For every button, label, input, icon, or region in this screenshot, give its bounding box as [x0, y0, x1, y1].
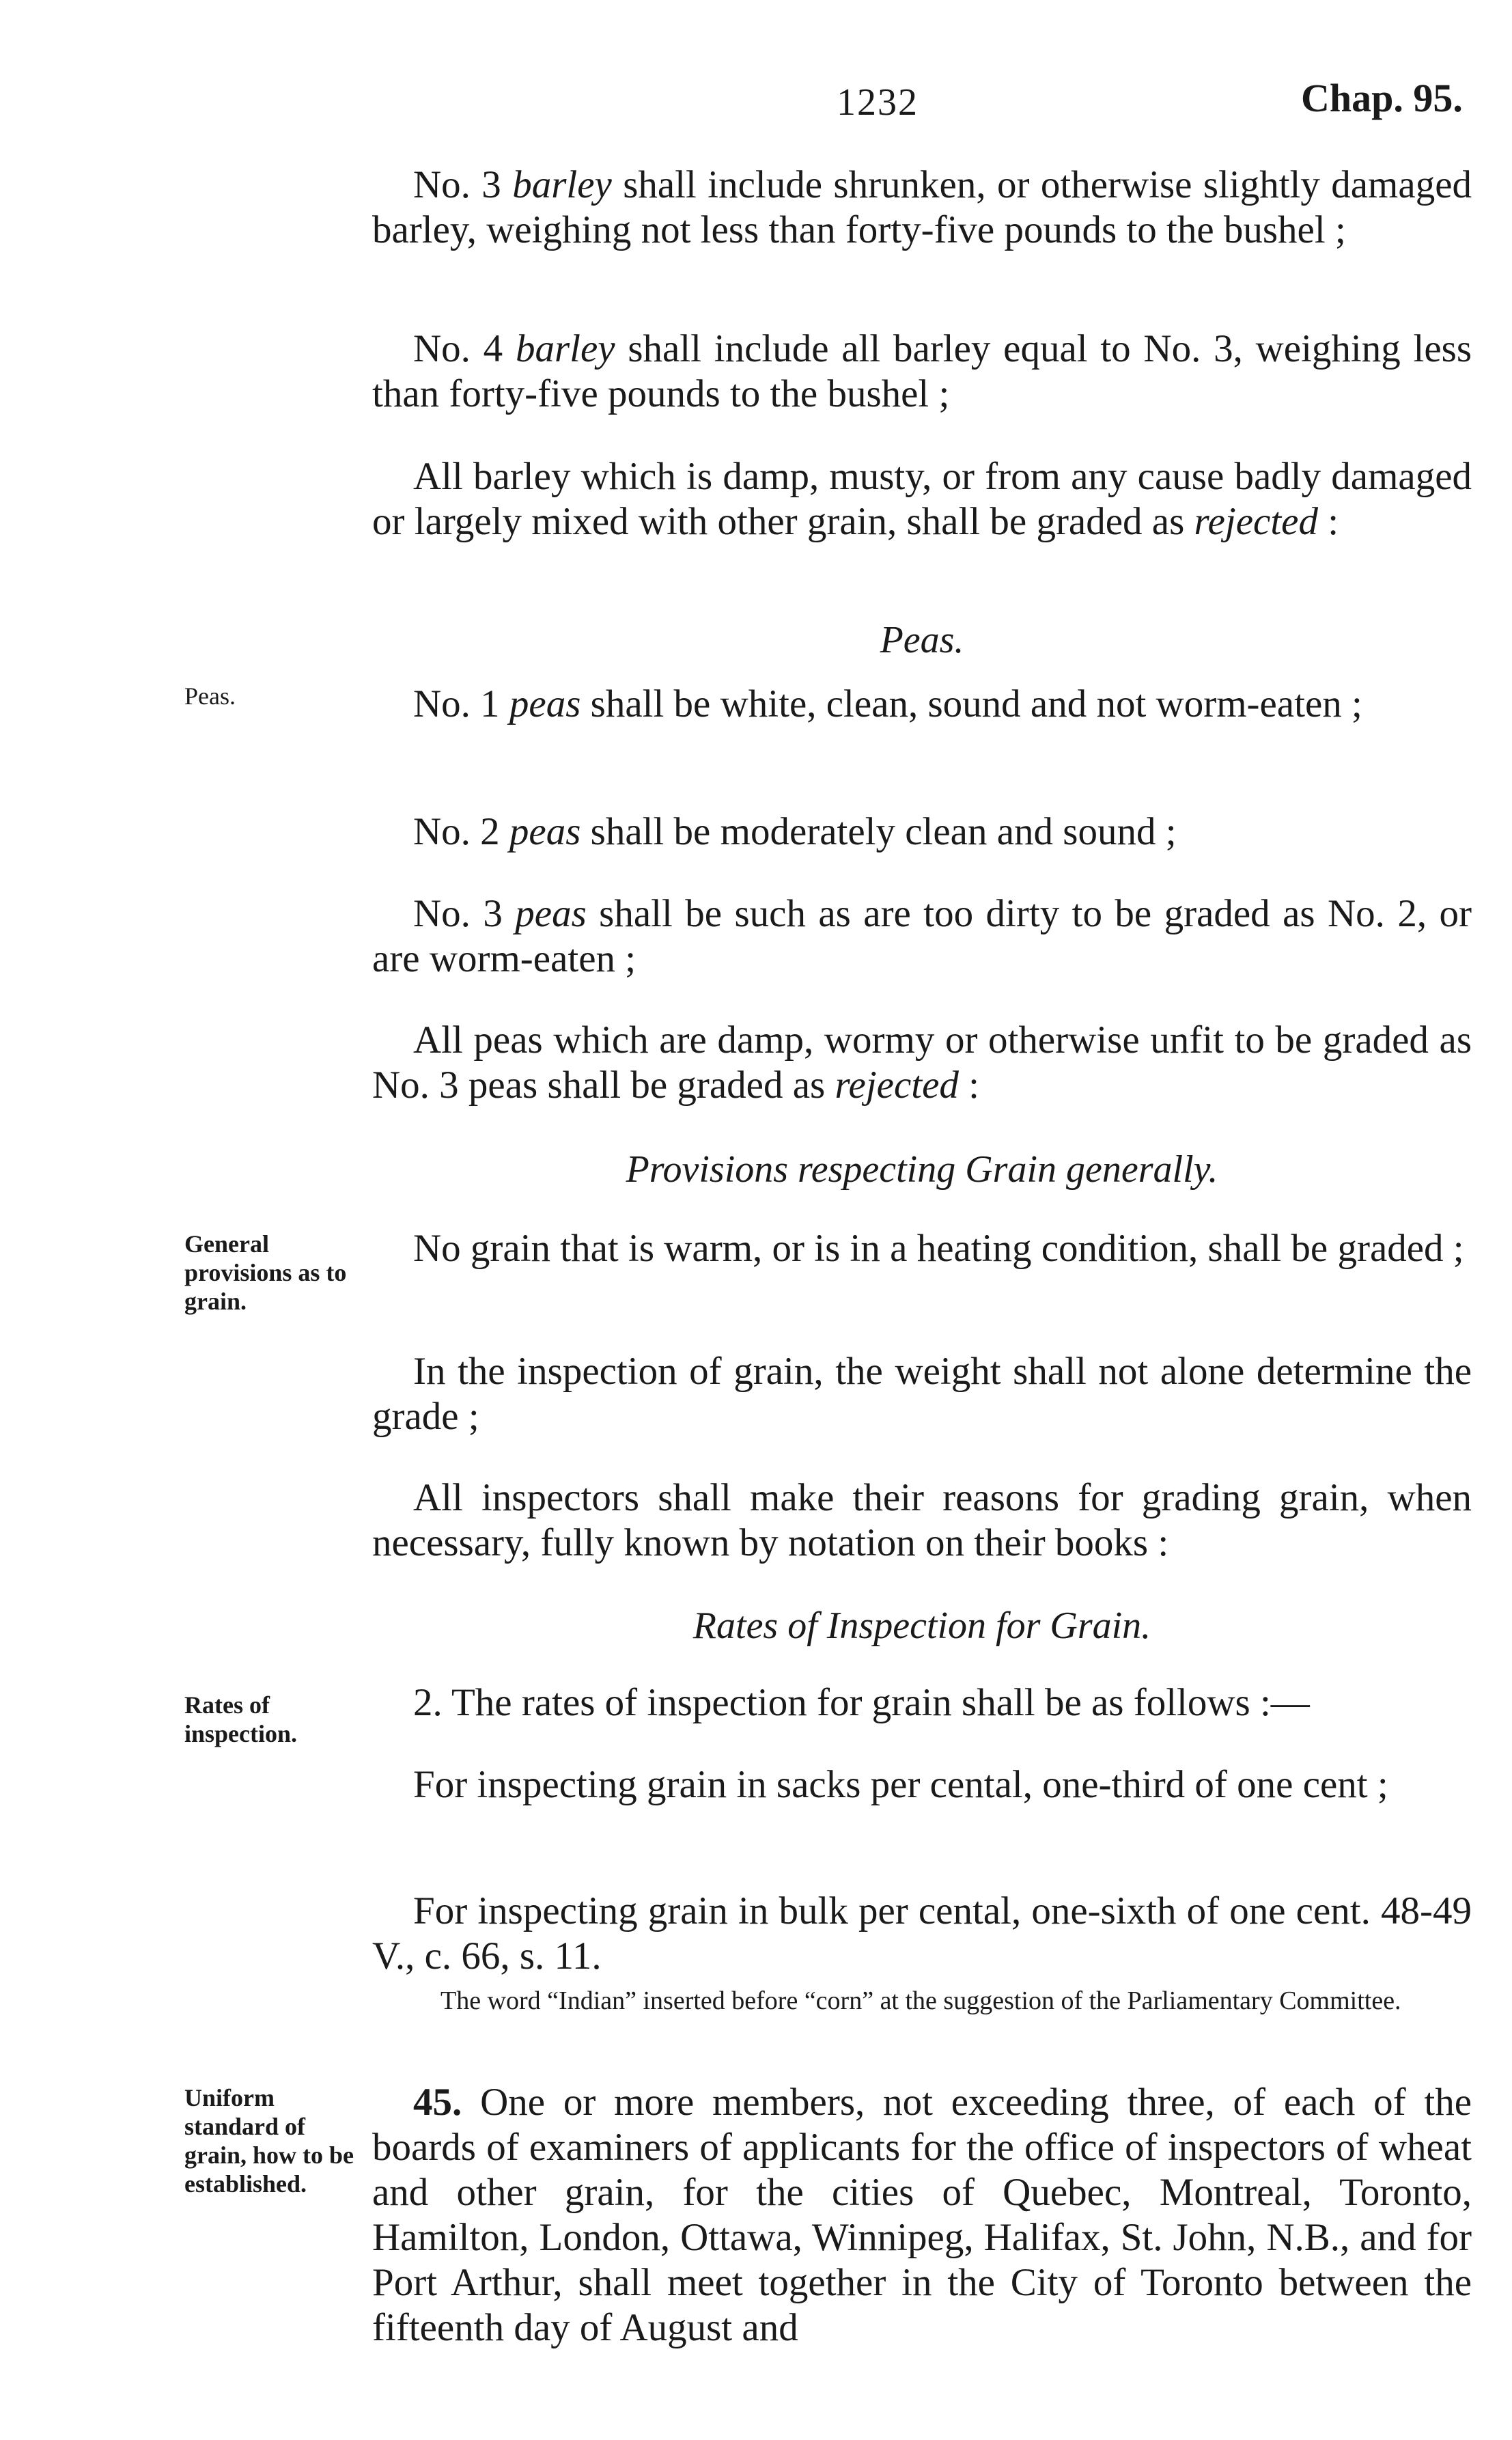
section45-paragraph: 45. One or more members, not exceeding three, of each of the boards of examiners of applicants for the office of inspectors of wheat and other grain, for the cities of Quebec, Montreal, Toronto, Hamilton, London, Ottawa, Winnipeg, Halifax, St. John, N.B., and for Port Arthur, shall meet together in the City of Toronto between the fifteenth day of August and [372, 2081, 1472, 2349]
rejected-term: rejected [1194, 500, 1318, 543]
rates-margin-note: Rates of inspection. [184, 1691, 298, 1747]
rejected-term: rejected [835, 1064, 959, 1107]
peas-no1-paragraph: No. 1 peas shall be white, clean, sound and not worm-eaten ; [413, 682, 1362, 725]
section-number: 45. [413, 2081, 462, 2124]
peas-margin-note: Peas. [184, 682, 236, 710]
barley-rejected-paragraph: All barley which is damp, musty, or from any cause badly damaged or largely mixed with other grain, shall be graded as rejected : [372, 455, 1472, 543]
peas-term: peas [509, 682, 581, 725]
rates-heading: Rates of Inspection for Grain. [692, 1605, 1151, 1647]
barley-term: barley [512, 163, 612, 206]
peas-heading: Peas. [880, 619, 964, 661]
footnote: The word “Indian” inserted before “corn” at the suggestion of the Parliamentary Committee. [440, 1986, 1401, 2015]
barley-no3-paragraph: No. 3 barley shall include shrunken, or otherwise slightly damaged barley, weighing not less than forty-five pounds to the bushel ; [372, 163, 1472, 251]
rates-paragraph-3: For inspecting grain in bulk per cental, one-sixth of one cent. 48-49 V., c. 66, s. 11. [372, 1889, 1472, 1978]
peas-rejected-paragraph: All peas which are damp, wormy or otherwise unfit to be graded as No. 3 peas shall be graded as rejected : [372, 1018, 1472, 1107]
peas-no3-paragraph: No. 3 peas shall be such as are too dirty to be graded as No. 2, or are worm-eaten ; [372, 892, 1472, 980]
peas-no2-paragraph: No. 2 peas shall be moderately clean and sound ; [413, 810, 1177, 853]
barley-no4-paragraph: No. 4 barley shall include all barley equal to No. 3, weighing less than forty-five pounds to the bushel ; [372, 327, 1472, 415]
peas-term: peas [509, 810, 581, 853]
section45-margin-note: Uniform standard of grain, how to be established. [184, 2084, 354, 2198]
rates-paragraph-2: For inspecting grain in sacks per cental, one-third of one cent ; [413, 1763, 1388, 1806]
general-paragraph-3: All inspectors shall make their reasons for grading grain, when necessary, fully known by notation on their books : [372, 1476, 1472, 1564]
rates-paragraph-1: 2. The rates of inspection for grain shall be as follows :— [413, 1681, 1310, 1724]
chapter-label: Chap. 95. [1301, 76, 1463, 120]
peas-term: peas [515, 892, 587, 935]
page-number: 1232 [837, 81, 919, 124]
general-margin-note: General provisions as to grain. [184, 1230, 347, 1315]
general-paragraph-2: In the inspection of grain, the weight shall not alone determine the grade ; [372, 1350, 1472, 1438]
barley-term: barley [515, 327, 615, 370]
general-paragraph-1: No grain that is warm, or is in a heating condition, shall be graded ; [413, 1227, 1464, 1270]
general-heading: Provisions respecting Grain generally. [626, 1148, 1218, 1191]
